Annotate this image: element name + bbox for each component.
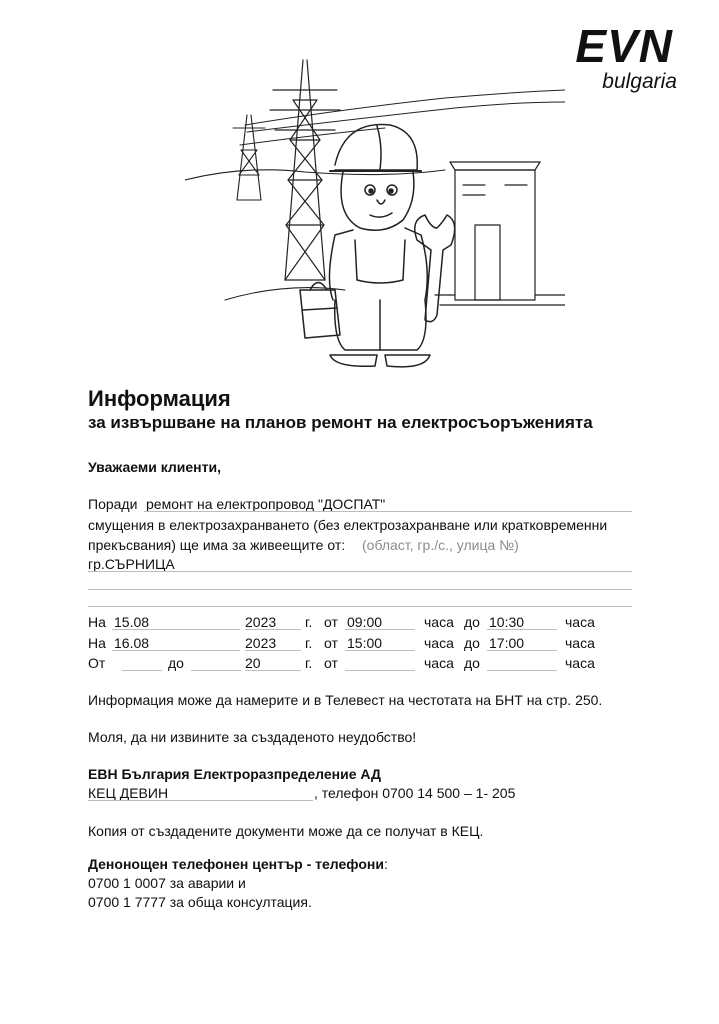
hotline-title-text: Денонощен телефонен център - телефони	[88, 856, 384, 872]
schedule-1-from-label: от	[324, 614, 338, 630]
schedule-3-end-line	[487, 670, 557, 671]
schedule-1-hours-b: часа	[565, 614, 595, 630]
reason-prefix: Поради	[88, 496, 138, 512]
schedule-2-date-line	[112, 650, 240, 651]
page-title: Информация	[88, 386, 231, 411]
company-name: ЕВН България Електроразпределение АД	[88, 766, 382, 782]
teletext-info: Информация може да намерите и в Телевест на честотата на БНТ на стр. 250.	[88, 692, 603, 708]
reason-line2: смущения в електрозахранването (без електрозахранване или кратковременни	[88, 517, 608, 533]
schedule-3-from: От	[88, 655, 106, 671]
schedule-1-start-line	[345, 629, 415, 630]
hotline-consultation: 0700 1 7777 за обща консултация.	[88, 894, 312, 910]
worker-figure	[300, 125, 455, 367]
schedule-3-year: 20	[245, 655, 261, 671]
location-underline-1	[88, 571, 632, 572]
copies-text: Копия от създадените документи може да се получат в КЕЦ.	[88, 823, 484, 839]
schedule-1-on: На	[88, 614, 106, 630]
reason-hint: (област, гр./с., улица №)	[362, 537, 519, 553]
schedule-2-on: На	[88, 635, 106, 651]
logo-country: bulgaria	[602, 70, 677, 93]
schedule-3-hours-a: часа	[424, 655, 454, 671]
apology-text: Моля, да ни извините за създаденото неудобство!	[88, 729, 417, 745]
schedule-3-date-line	[122, 670, 162, 671]
evn-logo	[565, 20, 705, 100]
schedule-2-year-suffix: г.	[305, 635, 313, 651]
worker-illustration	[185, 50, 565, 385]
schedule-1-date: 15.08	[114, 614, 150, 630]
schedule-3-year-line	[245, 670, 301, 671]
schedule-3-date-to-line	[191, 670, 241, 671]
schedule-3-year-suffix: г.	[305, 655, 313, 671]
hotline-title	[88, 856, 388, 873]
schedule-1-year-line	[245, 629, 301, 630]
schedule-1-hours-a: часа	[424, 614, 454, 630]
location-underline-3	[88, 606, 632, 607]
reason-line3: прекъсвания) ще има за живеещите от:	[88, 537, 346, 553]
location-underline-2	[88, 589, 632, 590]
schedule-1-date-line	[112, 629, 240, 630]
page-subtitle: за извършване на планов ремонт на електросъоръженията	[88, 413, 593, 432]
schedule-2-year: 2023	[245, 635, 277, 651]
schedule-2-end-line	[487, 650, 557, 651]
schedule-2-from-label: от	[324, 635, 338, 651]
schedule-3-to-label: до	[464, 655, 480, 671]
schedule-1-year-suffix: г.	[305, 614, 313, 630]
schedule-2-year-line	[245, 650, 301, 651]
office-underline	[88, 800, 313, 801]
reason-value: ремонт на електропровод "ДОСПАТ"	[146, 496, 386, 512]
office-name: КЕЦ ДЕВИН	[88, 785, 169, 801]
schedule-1-year: 2023	[245, 614, 277, 630]
logo-brand: EVN	[575, 20, 673, 72]
schedule-2-to-label: до	[464, 635, 480, 651]
schedule-3-start-line	[345, 670, 415, 671]
schedule-3-hours-b: часа	[565, 655, 595, 671]
schedule-2-end: 17:00	[489, 635, 525, 651]
schedule-3-to-date: до	[168, 655, 184, 671]
schedule-2-start: 15:00	[347, 635, 383, 651]
location-value: гр.СЪРНИЦА	[88, 556, 175, 572]
office-phone: , телефон 0700 14 500 – 1- 205	[314, 785, 516, 801]
schedule-1-end: 10:30	[489, 614, 525, 630]
greeting: Уважаеми клиенти,	[88, 459, 221, 475]
hotline-colon: :	[383, 856, 388, 872]
schedule-2-start-line	[345, 650, 415, 651]
schedule-2-hours-b: часа	[565, 635, 595, 651]
hotline-emergency: 0700 1 0007 за аварии и	[88, 875, 246, 891]
schedule-2-date: 16.08	[114, 635, 150, 651]
reason-underline	[144, 511, 632, 512]
schedule-1-to-label: до	[464, 614, 480, 630]
schedule-2-hours-a: часа	[424, 635, 454, 651]
schedule-3-from-label: от	[324, 655, 338, 671]
schedule-1-end-line	[487, 629, 557, 630]
power-tower-small	[233, 115, 265, 200]
schedule-1-start: 09:00	[347, 614, 383, 630]
